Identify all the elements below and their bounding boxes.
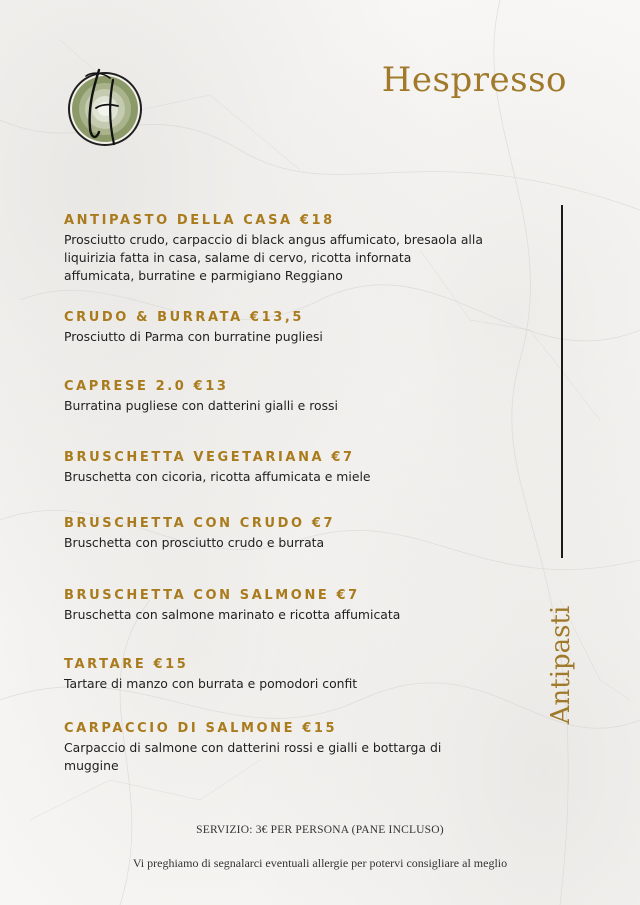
menu-item-title: TARTARE €15 xyxy=(64,657,189,672)
menu-item-description: Bruschetta con salmone marinato e ricotta affumicata xyxy=(64,607,401,622)
menu-item-description: Tartare di manzo con burrata e pomodori confit xyxy=(64,676,358,691)
menu-item-title: CRUDO & BURRATA €13,5 xyxy=(64,310,305,325)
hespresso-monogram-logo-icon xyxy=(66,66,146,150)
menu-item xyxy=(64,309,484,346)
menu-item-title: BRUSCHETTA CON SALMONE €7 xyxy=(64,588,360,603)
vertical-divider xyxy=(561,205,563,558)
menu-item-title: CAPRESE 2.0 €13 xyxy=(64,379,229,394)
menu-item-description: Prosciutto crudo, carpaccio di black angus affumicato, bresaola alla liquirizia fatta in casa, salame di cervo, ricotta infornata affumicata, burratine e parmigiano Reggiano xyxy=(64,232,483,283)
menu-item-description: Burratina pugliese con datterini gialli e rossi xyxy=(64,398,338,413)
menu-item xyxy=(64,378,484,415)
menu-item xyxy=(64,587,484,624)
menu-item-title: CARPACCIO DI SALMONE €15 xyxy=(64,721,338,736)
menu-item-title: BRUSCHETTA VEGETARIANA €7 xyxy=(64,450,355,465)
menu-item xyxy=(64,449,484,486)
logo xyxy=(66,66,146,150)
menu-item-description: Bruschetta con cicoria, ricotta affumicata e miele xyxy=(64,469,371,484)
service-charge-note: SERVIZIO: 3€ PER PERSONA (PANE INCLUSO) xyxy=(196,824,444,836)
allergy-note: Vi preghiamo di segnalarci eventuali allergie per potervi consigliare al meglio xyxy=(132,856,508,870)
menu-item-description: Carpaccio di salmone con datterini rossi e gialli e bottarga di muggine xyxy=(64,740,442,773)
menu-item-title: BRUSCHETTA CON CRUDO €7 xyxy=(64,516,336,531)
menu-item-title: ANTIPASTO DELLA CASA €18 xyxy=(64,213,335,228)
section-title: Antipasti xyxy=(546,605,576,725)
menu-item xyxy=(64,656,484,693)
brand-name: Hespresso xyxy=(381,60,567,100)
menu-item-description: Bruschetta con prosciutto crudo e burrata xyxy=(64,535,325,550)
menu-item-description: Prosciutto di Parma con burratine pugliesi xyxy=(64,329,323,344)
menu-item xyxy=(64,720,484,775)
menu-item xyxy=(64,515,484,552)
menu-item xyxy=(64,212,484,285)
